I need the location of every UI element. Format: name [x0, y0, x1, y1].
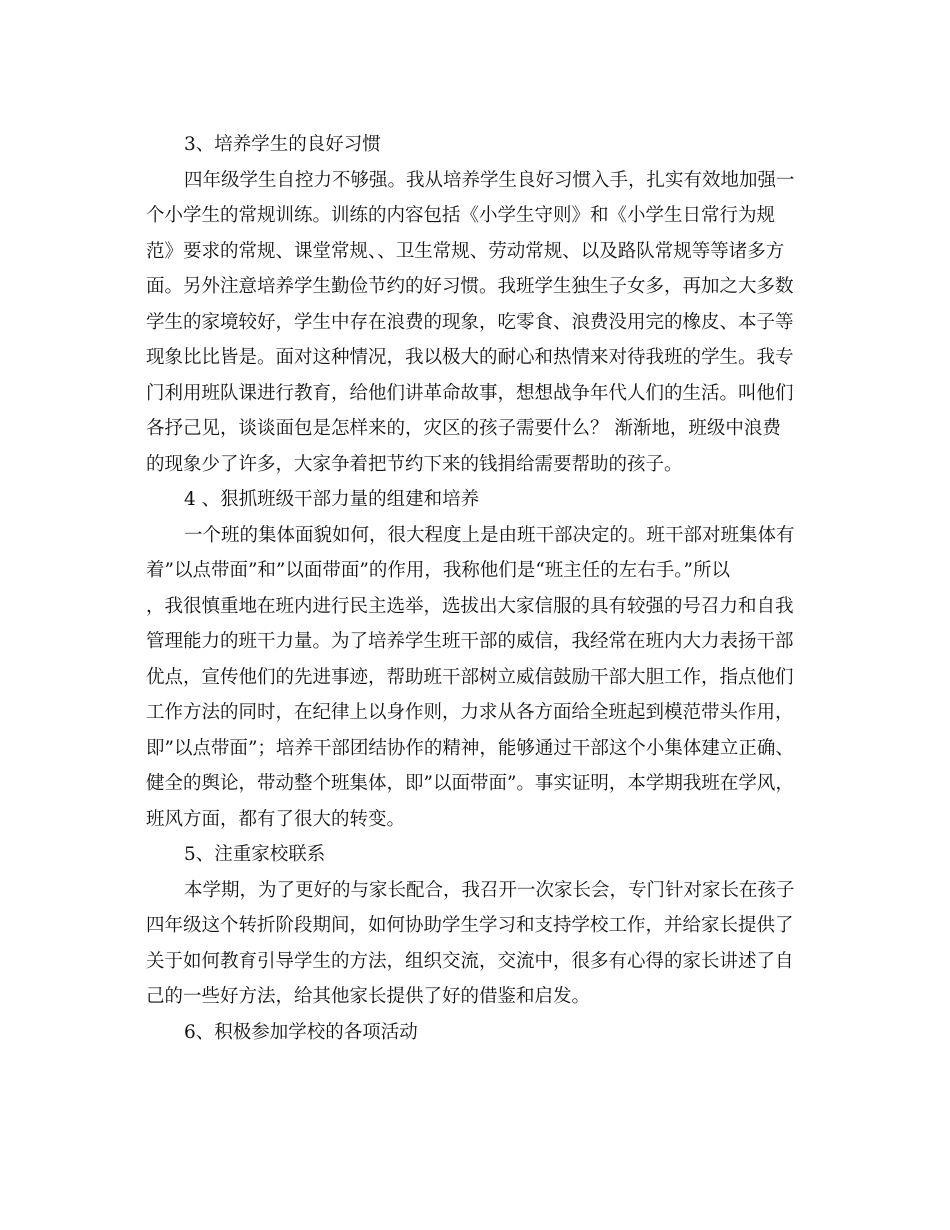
text-line: 4 、狠抓班级干部力量的组建和培养: [184, 489, 480, 510]
text-line: 班风方面，都有了很大的转变。: [146, 808, 406, 830]
text-line: 工作方法的同时，在纪律上以身作则，力求从各方面给全班起到模范带头作用，: [146, 702, 794, 723]
text-line: 个小学生的常规训练。训练的内容包括《小学生守则》和《小学生日常行为规: [146, 205, 776, 226]
text-line: 学生的家境较好，学生中存在浪费的现象，吃零食、浪费没用完的橡皮、本子等: [146, 311, 794, 333]
text-line: 四年级学生自控力不够强。我从培养学生良好习惯入手，扎实有效地加强一: [184, 169, 795, 191]
text-line: 己的一些好方法，给其他家长提供了好的借鉴和启发。: [146, 986, 591, 1007]
text-line: 一个班的集体面貌如何，很大程度上是由班干部决定的。班干部对班集体有: [184, 524, 795, 546]
text-line: 四年级这个转折阶段期间，如何协助学生学习和支持学校工作，并给家长提供了: [146, 915, 794, 936]
text-line: 现象比比皆是。面对这种情况，我以极大的耐心和热情来对待我班的学生。我专: [146, 347, 794, 368]
text-line: 6、积极参加学校的各项活动: [184, 1021, 418, 1043]
text-line: 5、注重家校联系: [184, 844, 326, 865]
text-line: 即”以点带面”；培养干部团结协作的精神，能够通过干部这个小集体建立正确、: [146, 737, 794, 759]
text-line: 门利用班队课进行教育，给他们讲革命故事，想想战争年代人们的生活。叫他们: [146, 382, 794, 404]
text-line: 的现象少了许多，大家争着把节约下来的钱捐给需要帮助的孩子。: [146, 453, 683, 475]
text-line: 优点，宣传他们的先进事迹，帮助班干部树立威信鼓励干部大胆工作，指点他们: [146, 666, 794, 688]
text-line: 各抒己见，谈谈面包是怎样来的，灾区的孩子需要什么？ 渐渐地，班级中浪费: [146, 418, 781, 439]
text-line: ，我很慎重地在班内进行民主选举，选拔出大家信服的具有较强的号召力和自我: [146, 595, 794, 617]
text-line: 着”以点带面”和”以面带面”的作用，我称他们是“班主任的左右手。”所以: [146, 560, 730, 581]
text-line: 本学期，为了更好的与家长配合，我召开一次家长会，专门针对家长在孩子: [184, 879, 795, 901]
text-line: 管理能力的班干力量。为了培养学生班干部的威信，我经常在班内大力表扬干部: [146, 631, 794, 652]
text-line: 面。另外注意培养学生勤俭节约的好习惯。我班学生独生子女多，再加之大多数: [146, 276, 794, 297]
text-line: 3、培养学生的良好习惯: [184, 134, 381, 155]
text-line: 关于如何教育引导学生的方法，组织交流，交流中，很多有心得的家长讲述了自: [146, 950, 794, 972]
text-line: 健全的舆论，带动整个班集体，即”以面带面”。事实证明，本学期我班在学风，: [146, 773, 794, 794]
document-body: [146, 127, 846, 1050]
text-line: 范》要求的常规、课堂常规、、卫生常规、劳动常规、以及路队常规等等诸多方: [146, 240, 785, 262]
